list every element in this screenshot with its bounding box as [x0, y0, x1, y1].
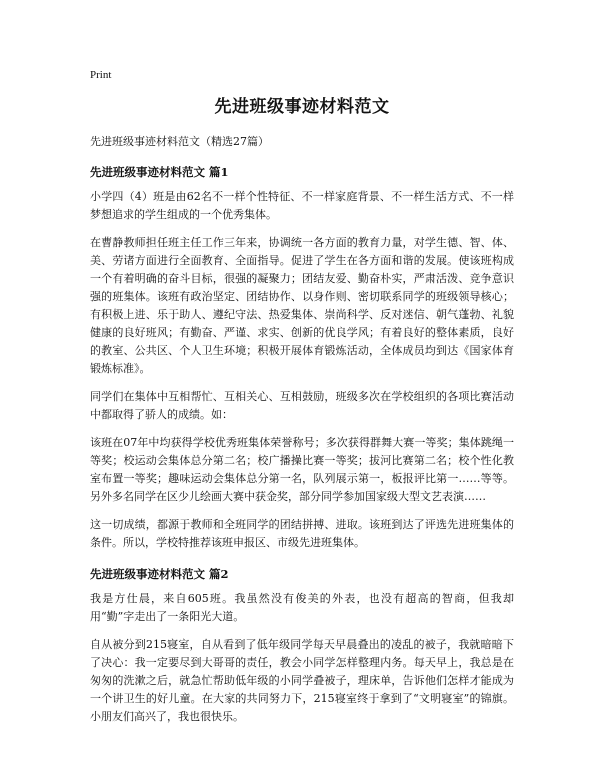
paragraph: 这一切成绩，都源于教师和全班同学的团结拼搏、进取。该班到达了评选先进班集体的条件。所以，学校特推荐该班申报区、市级先进班集体。	[90, 518, 514, 549]
section-2	[90, 566, 514, 726]
section-1	[90, 164, 514, 552]
section-heading: 先进班级事迹材料范文 篇1	[90, 165, 229, 179]
paragraph: 同学们在集体中互相帮忙、互相关心、互相鼓励，班级多次在学校组织的各项比赛活动中都取得了骄人的成绩。如：	[90, 390, 514, 421]
page-title: 先进班级事迹材料范文	[214, 97, 390, 117]
section-heading: 先进班级事迹材料范文 篇2	[90, 567, 229, 581]
print-label: Print	[90, 69, 112, 81]
paragraph: 在曹静教师担任班主任工作三年来，协调统一各方面的教育力量，对学生德、智、体、美、劳诸方面进行全面教育、全面指导。促进了学生在各方面和谐的发展。使该班构成一个有着明确的奋斗目标，很强的凝聚力；团结友爱、勤奋朴实，严肃活泼、竞争意识强的班集体。该班有政治坚定、团结协作、以身作则、密切联系同学的班级领导核心；有积极上进、乐于助人、遵纪守法、热爱集体、崇尚科学、反对迷信、朝气蓬勃、礼貌健康的良好班风；有勤奋、严谨、求实、创新的优良学风；有着良好的整体素质，良好的教室、公共区、个人卫生环境；积极开展体育锻炼活动，全体成员均到达《国家体育锻炼标准》。	[90, 236, 514, 375]
paragraph: 该班在07年中均获得学校优秀班集体荣誉称号；多次获得群舞大赛一等奖；集体跳绳一等奖；校运动会集体总分第二名；校广播操比赛一等奖；拔河比赛第二名；校个性化教室布置一等奖；趣味运动会集体总分第一名，队列展示第一，板报评比第一……等等。另外多名同学在区少儿绘画大赛中获金奖，部分同学参加国家级大型文艺表演……	[90, 436, 514, 503]
paragraph: 我是方仕晨，来自605班。我虽然没有俊美的外表，也没有超高的智商，但我却用“勤”字走出了一条阳光大道。	[90, 592, 514, 623]
document-page	[90, 68, 514, 736]
paragraph: 自从被分到215寝室，自从看到了低年级同学每天早晨叠出的凌乱的被子，我就暗暗下了决心：我一定要尽到大哥哥的责任，教会小同学怎样整理内务。每天早上，我总是在匆匆的洗漱之后，就急忙帮助低年级的小同学叠被子，理床单，告诉他们怎样才能成为一个讲卫生的好儿童。在大家的共同努力下，215寝室终于拿到了“文明寝室”的锦旗。小朋友们高兴了，我也很快乐。	[90, 638, 514, 723]
document-subtitle: 先进班级事迹材料范文（精选27篇）	[90, 135, 269, 148]
paragraph: 小学四（4）班是由62名不一样个性特征、不一样家庭背景、不一样生活方式、不一样梦想追求的学生组成的一个优秀集体。	[90, 190, 514, 221]
